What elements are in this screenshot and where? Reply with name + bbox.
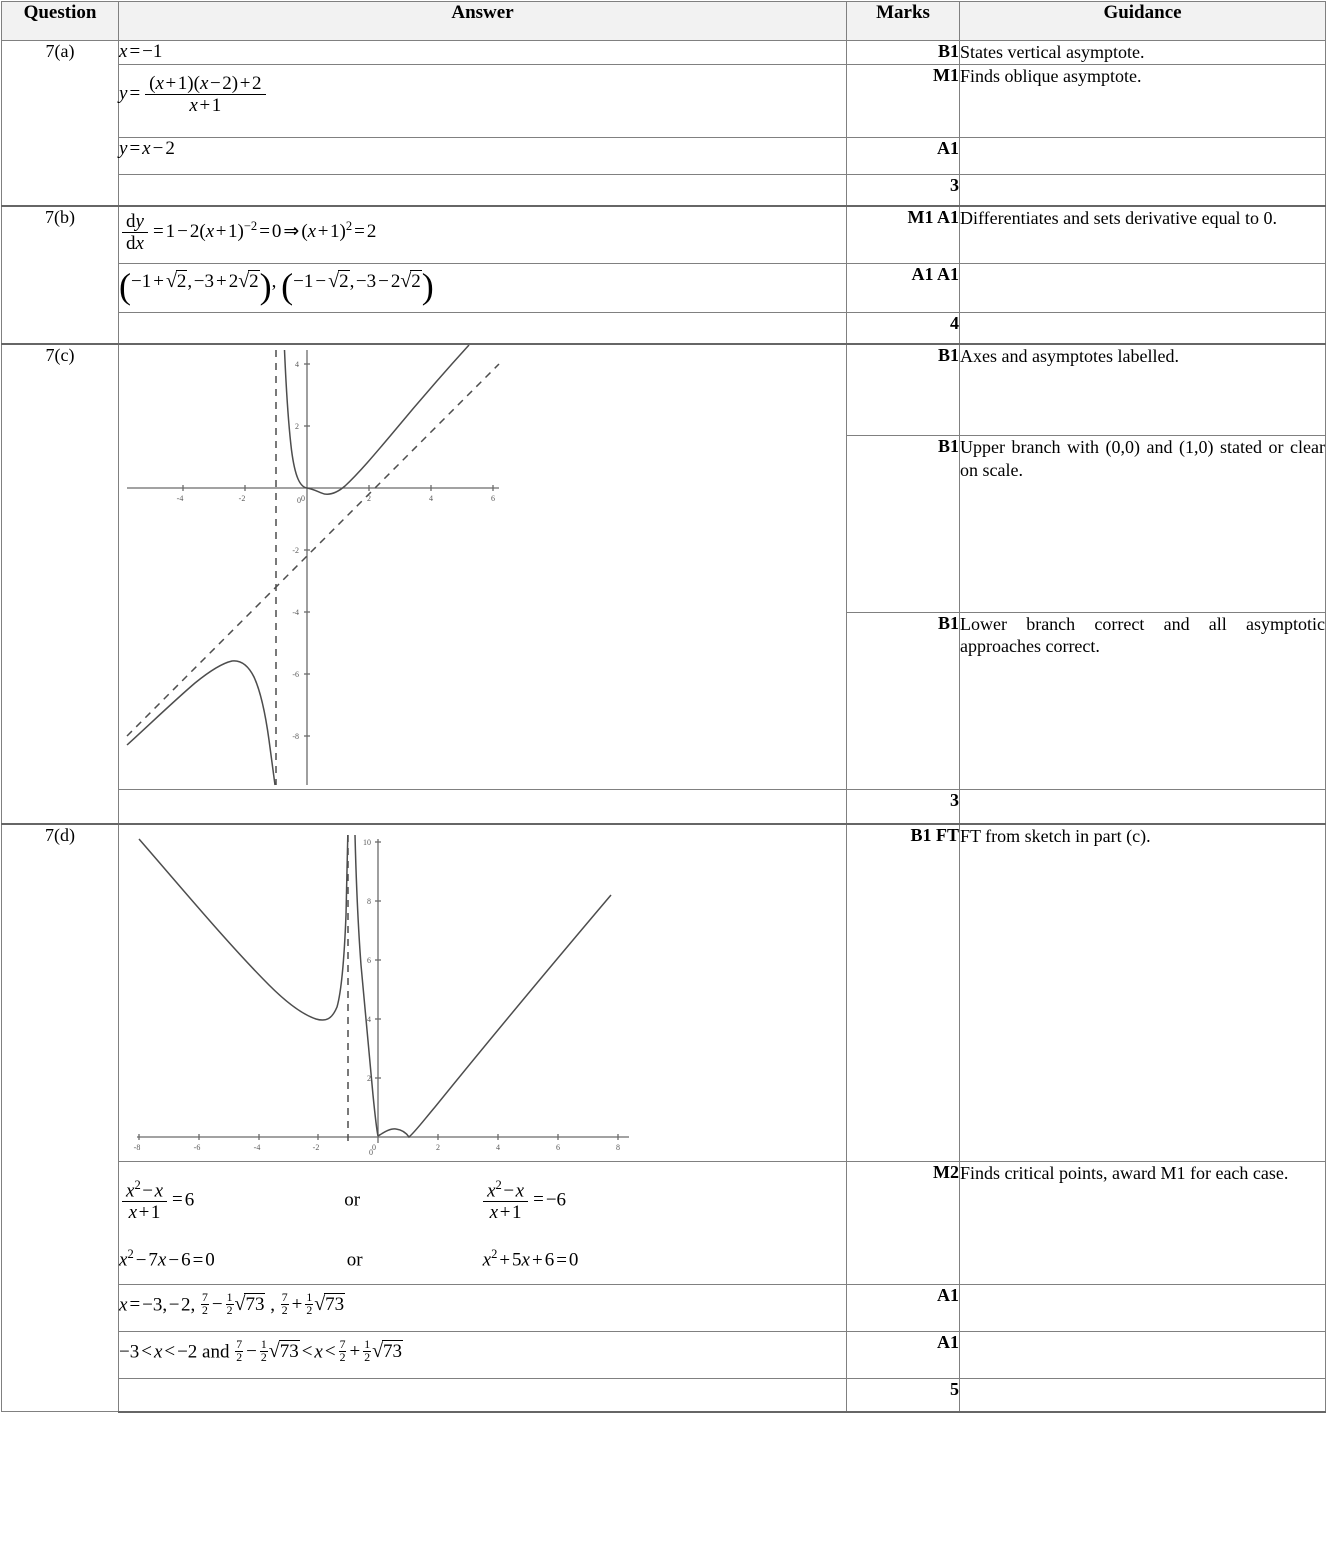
answer-7b-2: (−1 + √2, −3 + 2√2), (−1 − √2, −3 − 2√2) [119, 263, 847, 312]
header-question: Question [2, 2, 119, 41]
table-row [2, 824, 1326, 1162]
answer-7d-total [119, 1378, 847, 1412]
table-row [2, 1331, 1326, 1378]
guidance-7d-total [960, 1378, 1326, 1412]
table-row-total [2, 1378, 1326, 1412]
table-row [2, 344, 1326, 436]
svg-text:4: 4 [295, 359, 299, 369]
answer-7b-total [119, 312, 847, 344]
header-guidance: Guidance [960, 2, 1326, 41]
table-row [2, 263, 1326, 312]
marks-7d-total: 5 [847, 1378, 960, 1412]
guidance-7b-2 [960, 263, 1326, 312]
table-row-total [2, 789, 1326, 824]
svg-text:4: 4 [367, 1014, 371, 1024]
svg-text:6: 6 [556, 1142, 560, 1152]
answer-7a-2: y = $\frac{(x + 1)(x - 2) + 2}{x + 1}$ [119, 64, 847, 137]
guidance-7d-4 [960, 1331, 1326, 1378]
or-label-2: or [346, 1249, 363, 1271]
svg-text:8: 8 [616, 1142, 620, 1152]
marks-7c-2: B1 [847, 436, 960, 613]
question-label-7a: 7(a) [2, 41, 119, 206]
svg-text:2: 2 [295, 421, 299, 431]
marks-7c-total: 3 [847, 789, 960, 824]
svg-text:-6: -6 [193, 1142, 201, 1152]
table-row [2, 1284, 1326, 1331]
svg-text:2: 2 [436, 1142, 440, 1152]
svg-text:10: 10 [363, 837, 371, 847]
table-row [2, 137, 1326, 174]
guidance-7a-3 [960, 137, 1326, 174]
svg-text:-2: -2 [238, 493, 246, 503]
table-row [2, 1161, 1326, 1284]
guidance-7d-3 [960, 1284, 1326, 1331]
guidance-7d-1: FT from sketch in part (c). [960, 824, 1326, 1162]
equation-line-bottom: $x^2 - 7x - 6 = 0$ or $x^2 + 5x + 6 = 0$ [119, 1247, 579, 1271]
svg-text:0: 0 [301, 493, 305, 503]
guidance-7c-2: Upper branch with (0,0) and (1,0) stated or clear on scale. [960, 436, 1326, 613]
guidance-7c-1: Axes and asymptotes labelled. [960, 344, 1326, 436]
svg-text:6: 6 [491, 493, 495, 503]
answer-7d-3: x = −3, − 2, $\frac{7}{2}$ − $\frac{1}{2}$ √73 , $\frac{7}{2}$ + $\frac{1}{2}$ √73 [119, 1284, 847, 1331]
graph-7d-svg [119, 825, 845, 1161]
svg-text:0: 0 [372, 1142, 376, 1152]
svg-text:-8: -8 [133, 1142, 141, 1152]
graph-7c [119, 344, 847, 790]
answer-7d-4: −3 < x < −2 and $\frac{7}{2}$ − $\frac{1}{2}$ √73 < x < $\frac{7}{2}$ + $\frac{1}{2}$ √73 [119, 1331, 847, 1378]
oblique-asymptote [127, 364, 499, 736]
table-header-row [2, 2, 1326, 41]
graph-7c-svg [119, 345, 845, 789]
svg-text:2: 2 [367, 1073, 371, 1083]
svg-text:-4: -4 [176, 493, 184, 503]
svg-text:4: 4 [496, 1142, 500, 1152]
marks-7b-2: A1 A1 [847, 263, 960, 312]
svg-text:-8: -8 [292, 731, 299, 741]
or-label-1: or [344, 1188, 361, 1210]
marks-7a-2: M1 [847, 64, 960, 137]
svg-text:-4: -4 [253, 1142, 261, 1152]
svg-text:-4: -4 [292, 607, 299, 617]
header-marks: Marks [847, 2, 960, 41]
guidance-7a-1: States vertical asymptote. [960, 41, 1326, 65]
right-branch-lower [378, 895, 611, 1137]
guidance-7c-3: Lower branch correct and all asymptotic approaches correct. [960, 612, 1326, 789]
question-label-7d: 7(d) [2, 824, 119, 1412]
marks-7d-3: A1 [847, 1284, 960, 1331]
marks-7a-total: 3 [847, 174, 960, 206]
right-branch-upper [355, 835, 378, 1136]
marks-7c-3: B1 [847, 612, 960, 789]
table-row-total [2, 312, 1326, 344]
table-row [2, 41, 1326, 65]
guidance-7a-2: Finds oblique asymptote. [960, 64, 1326, 137]
x-tick-labels [177, 494, 495, 503]
marks-7b-1: M1 A1 [847, 206, 960, 264]
svg-text:0: 0 [297, 495, 301, 505]
marks-7b-total: 4 [847, 312, 960, 344]
upper-branch [285, 345, 470, 494]
question-label-7c: 7(c) [2, 344, 119, 824]
answer-7a-3: y = x − 2 [119, 137, 847, 174]
marks-7a-3: A1 [847, 137, 960, 174]
answer-7a-1: x = −1 [119, 41, 847, 65]
answer-7c-total [119, 789, 847, 824]
answer-7a-total [119, 174, 847, 206]
guidance-7b-1: Differentiates and sets derivative equal to 0. [960, 206, 1326, 264]
svg-text:4: 4 [429, 493, 433, 503]
svg-text:8: 8 [367, 896, 371, 906]
guidance-7d-2: Finds critical points, award M1 for each case. [960, 1161, 1326, 1284]
guidance-7c-total [960, 789, 1326, 824]
marks-7d-1: B1 FT [847, 824, 960, 1162]
lower-branch [127, 660, 275, 784]
answer-7b-1: $\frac{dy}{dx}$ = 1 − 2(x + 1)$^{-2}$ = 0 ⇒ (x + 1)$^2$ = 2 [119, 206, 847, 264]
equation-line-top: $\frac{x^2 - x}{x + 1}$ = 6 or $\frac{x^2 - x}{x + 1}$ = −6 [119, 1178, 846, 1224]
marks-7a-1: B1 [847, 41, 960, 65]
svg-text:-2: -2 [292, 545, 299, 555]
x-tick-labels [134, 1143, 620, 1152]
svg-text:2: 2 [367, 493, 371, 503]
answer-7d-2 [119, 1161, 847, 1284]
table-row-total [2, 174, 1326, 206]
svg-text:0: 0 [369, 1147, 373, 1157]
guidance-7b-total [960, 312, 1326, 344]
mark-scheme-table [1, 1, 1326, 1413]
graph-7d [119, 824, 847, 1162]
svg-text:-2: -2 [312, 1142, 320, 1152]
marks-7d-2: M2 [847, 1161, 960, 1284]
y-tick-labels [292, 360, 301, 741]
table-row [2, 206, 1326, 264]
svg-text:6: 6 [367, 955, 371, 965]
question-label-7b: 7(b) [2, 206, 119, 344]
marks-7d-4: A1 [847, 1331, 960, 1378]
table-row [2, 64, 1326, 137]
marks-7c-1: B1 [847, 344, 960, 436]
svg-text:-6: -6 [292, 669, 299, 679]
left-branch [139, 835, 348, 1020]
header-answer: Answer [119, 2, 847, 41]
guidance-7a-total [960, 174, 1326, 206]
